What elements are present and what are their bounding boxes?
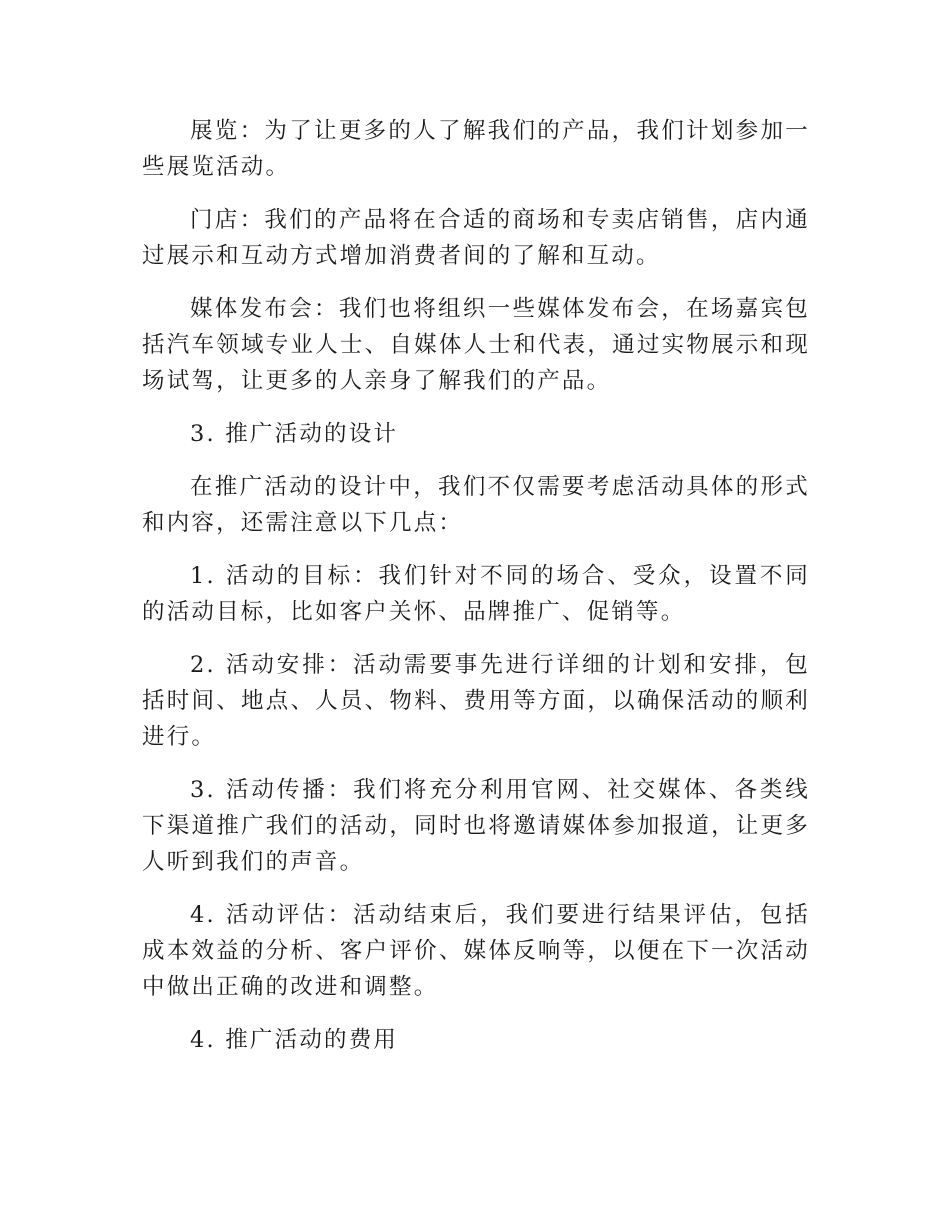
list-item-activity-arrangement: 2. 活动安排：活动需要事先进行详细的计划和安排，包括时间、地点、人员、物料、费用等方面，以确保活动的顺利进行。 xyxy=(142,652,810,750)
paragraph-design-intro: 在推广活动的设计中，我们不仅需要考虑活动具体的形式和内容，还需注意以下几点： xyxy=(142,474,810,536)
list-item-activity-goals: 1. 活动的目标：我们针对不同的场合、受众，设置不同的活动目标，比如客户关怀、品牌推广、促销等。 xyxy=(142,563,810,625)
document-body xyxy=(142,113,810,1075)
paragraph-stores: 门店：我们的产品将在合适的商场和专卖店销售，店内通过展示和互动方式增加消费者间的了解和互动。 xyxy=(142,207,810,269)
paragraph-exhibition: 展览：为了让更多的人了解我们的产品，我们计划参加一些展览活动。 xyxy=(142,118,810,180)
list-item-activity-promotion: 3. 活动传播：我们将充分利用官网、社交媒体、各类线下渠道推广我们的活动，同时也将邀请媒体参加报道，让更多人听到我们的声音。 xyxy=(142,777,810,875)
section-heading-activity-design: 3. 推广活动的设计 xyxy=(190,421,399,447)
list-item-activity-evaluation: 4. 活动评估：活动结束后，我们要进行结果评估，包括成本效益的分析、客户评价、媒体反响等，以便在下一次活动中做出正确的改进和调整。 xyxy=(142,902,810,1000)
paragraph-press-conference: 媒体发布会：我们也将组织一些媒体发布会，在场嘉宾包括汽车领域专业人士、自媒体人士和代表，通过实物展示和现场试驾，让更多的人亲身了解我们的产品。 xyxy=(142,296,810,394)
section-heading-activity-cost: 4. 推广活动的费用 xyxy=(190,1027,399,1053)
